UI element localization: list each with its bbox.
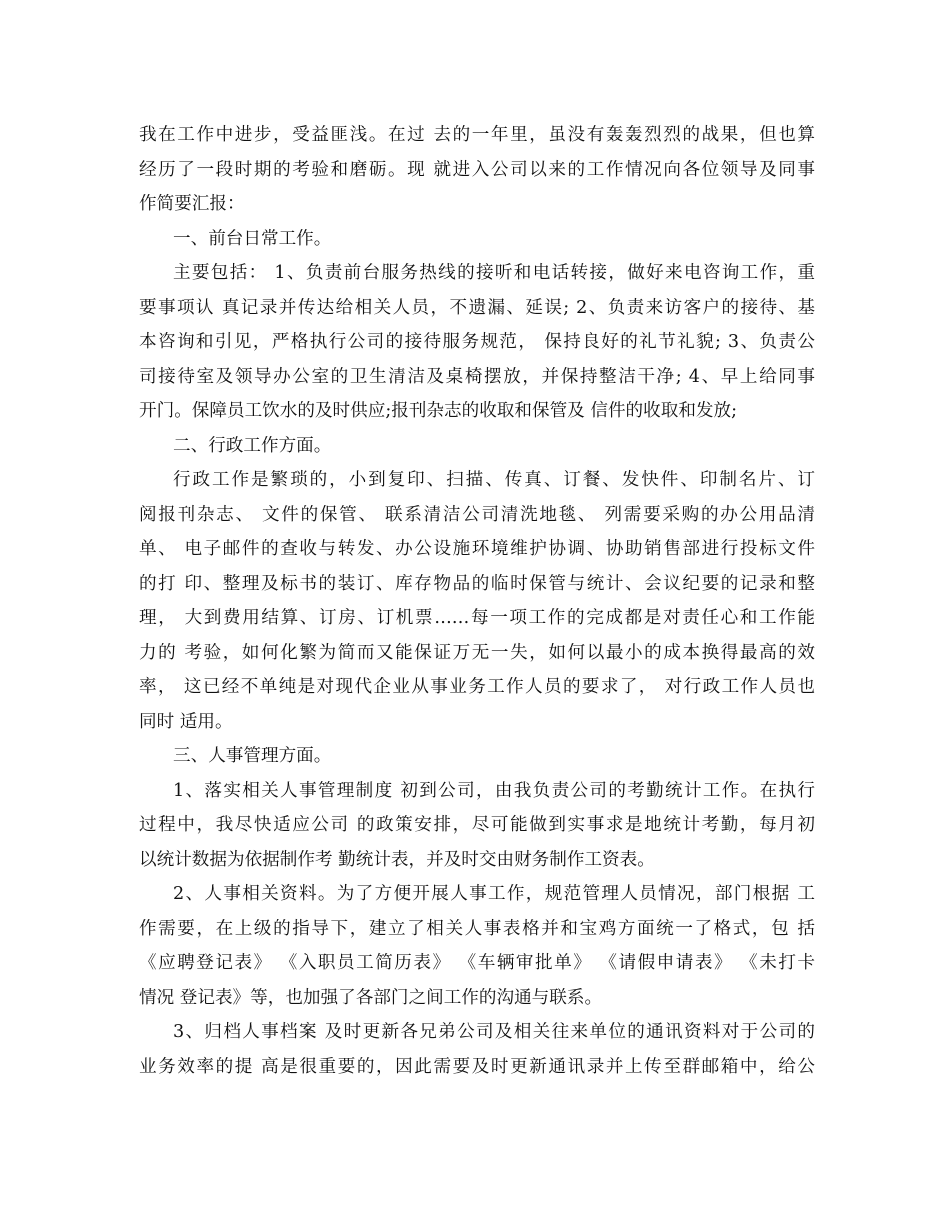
- text-line: 力的 考验，如何化繁为简而又能保证万无一失，如何以最小的成本换得最高的效: [139, 642, 815, 663]
- body-text: [139, 118, 815, 1084]
- text-line: 我在工作中进步，受益匪浅。在过 去的一年里，虽没有轰轰烈烈的战果，但也算: [139, 125, 815, 145]
- text-line: 的打 印、整理及标书的装订、库存物品的临时保管与统计、会议纪要的记录和整: [139, 573, 815, 594]
- text-line: 司接待室及领导办公室的卫生清洁及桌椅摆放，并保持整洁干净; 4、早上给同事: [139, 366, 815, 387]
- text-line: 单、 电子邮件的查收与转发、办公设施环境维护协调、协助销售部进行投标文件: [139, 539, 815, 559]
- text-line: 要事项认 真记录并传达给相关人员，不遗漏、延误; 2、负责来访客户的接待、基: [139, 297, 815, 318]
- text-line: 业务效率的提 高是很重要的，因此需要及时更新通讯录并上传至群邮箱中，给公: [139, 1056, 815, 1077]
- text-line: 3、归档人事档案 及时更新各兄弟公司及相关往来单位的通讯资料对于公司的: [173, 1022, 815, 1042]
- text-line: 过程中，我尽快适应公司 的政策安排，尽可能做到实事求是地统计考勤，每月初: [139, 815, 815, 835]
- text-line: 作需要，在上级的指导下，建立了相关人事表格并和宝鸡方面统一了格式，包 括: [139, 918, 815, 939]
- text-line: 1、落实相关人事管理制度 初到公司，由我负责公司的考勤统计工作。在执行: [173, 780, 815, 801]
- text-line: 理， 大到费用结算、订房、订机票……每一项工作的完成都是对责任心和工作能: [139, 608, 815, 628]
- section-heading: 一、前台日常工作。: [173, 228, 332, 249]
- text-line: 《应聘登记表》 《入职员工简历表》 《车辆审批单》 《请假申请表》 《未打卡: [139, 953, 815, 973]
- text-line: 作简要汇报：: [139, 194, 245, 214]
- text-line: 情况 登记表》等，也加强了各部门之间工作的沟通与联系。: [139, 987, 603, 1008]
- section-heading: 二、行政工作方面。: [173, 435, 332, 456]
- section-heading: 三、人事管理方面。: [173, 746, 332, 766]
- text-line: 同时 适用。: [139, 711, 233, 732]
- text-line: 开门。保障员工饮水的及时供应;报刊杂志的收取和保管及 信件的收取和发放;: [139, 401, 738, 421]
- text-line: 率， 这已经不单纯是对现代企业从事业务工作人员的要求了， 对行政工作人员也: [139, 677, 815, 697]
- text-line: 以统计数据为依据制作考 勤统计表，并及时交由财务制作工资表。: [139, 849, 655, 870]
- text-line: 2、人事相关资料。为了方便开展人事工作，规范管理人员情况，部门根据 工: [173, 884, 815, 904]
- text-line: 主要包括： 1、负责前台服务热线的接听和电话转接，做好来电咨询工作，重: [173, 263, 815, 283]
- text-line: 阅报刊杂志、 文件的保管、 联系清洁公司清洗地毯、 列需要采购的办公用品清: [139, 504, 815, 525]
- text-line: 本咨询和引见，严格执行公司的接待服务规范， 保持良好的礼节礼貌; 3、负责公: [139, 332, 815, 352]
- text-line: 经历了一段时期的考验和磨砺。现 就进入公司以来的工作情况向各位领导及同事: [139, 159, 815, 180]
- text-line: 行政工作是繁琐的，小到复印、扫描、传真、订餐、发快件、印制名片、订: [173, 470, 815, 490]
